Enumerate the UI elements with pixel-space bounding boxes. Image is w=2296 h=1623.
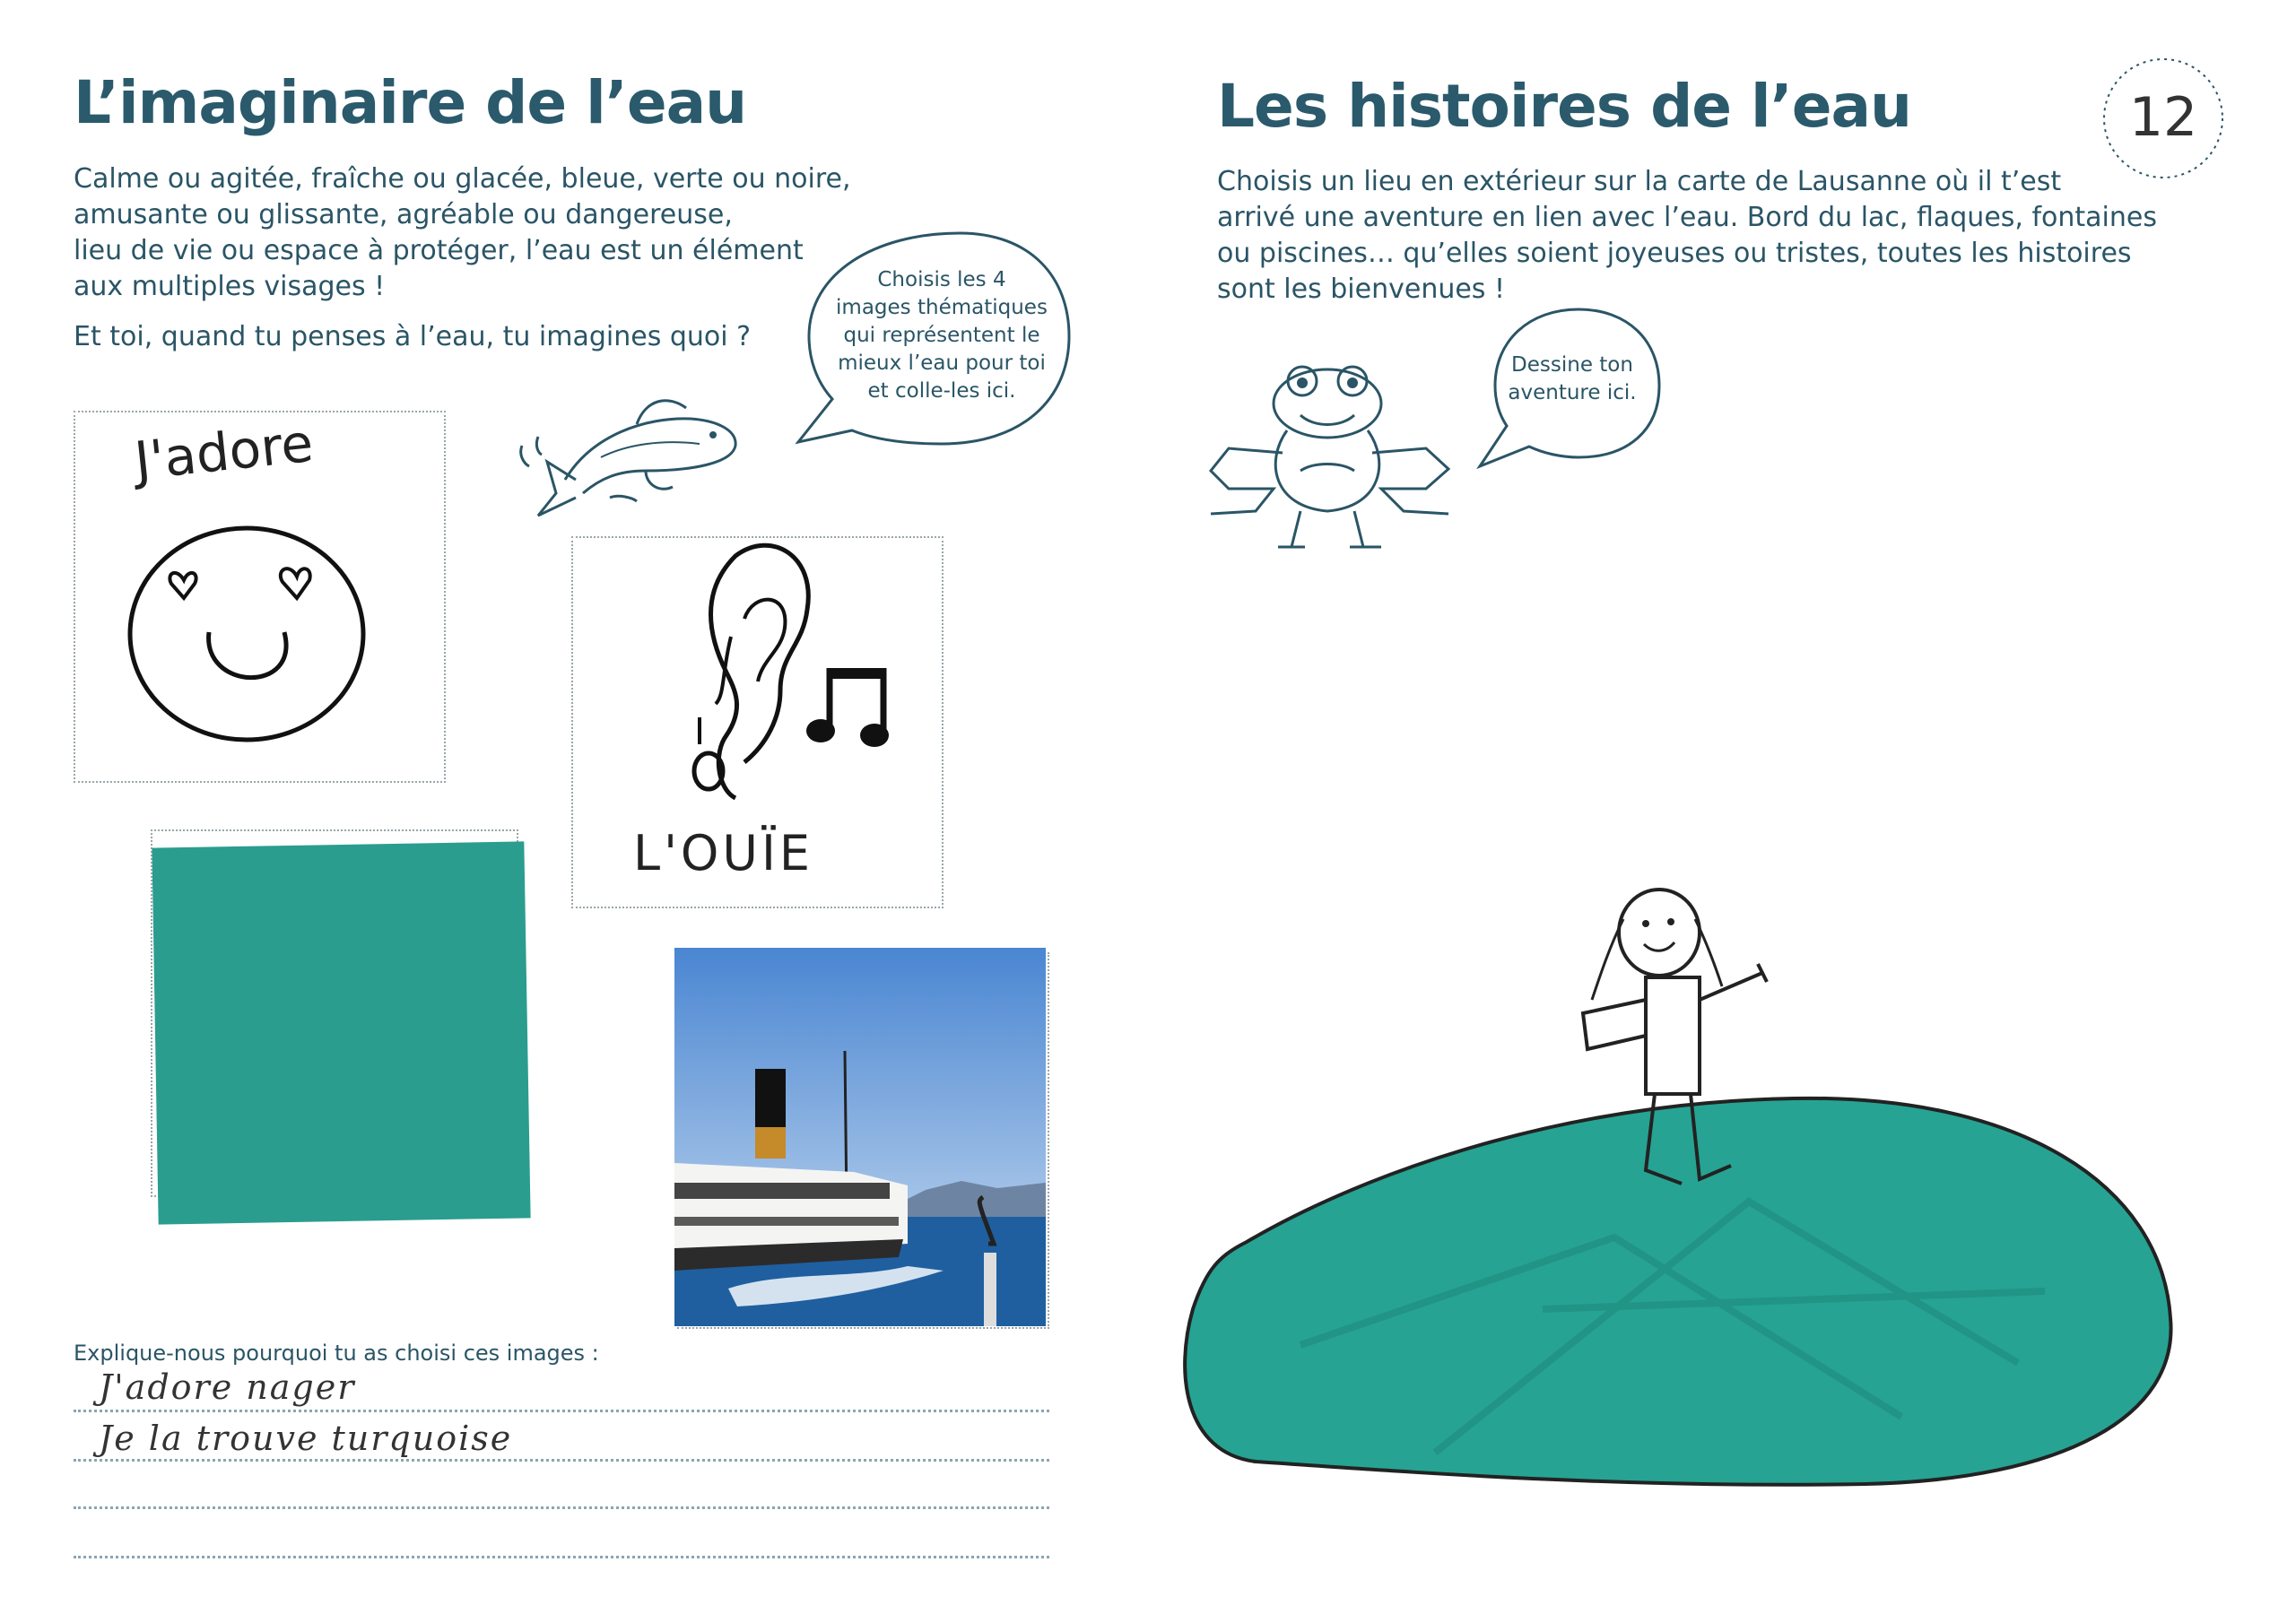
right-intro-line: sont les bienvenues !	[1217, 273, 1505, 305]
bubble-line: qui représentent le	[843, 324, 1040, 347]
bubble-text-left	[821, 266, 1063, 405]
turquoise-color-swatch	[152, 841, 530, 1224]
answer-text-2: Je la trouve turquoise	[99, 1419, 513, 1458]
left-intro-line: aux multiples visages !	[74, 271, 386, 302]
card-ear-caption: L'OUÏE	[633, 825, 814, 881]
left-page-title: L’imaginaire de l’eau	[74, 68, 747, 137]
left-question: Et toi, quand tu penses à l’eau, tu imagines quoi ?	[74, 321, 752, 352]
answer-text-1: J'adore nager	[99, 1367, 356, 1407]
bubble-text-right	[1496, 352, 1648, 407]
page-number: 12	[2128, 86, 2198, 149]
bubble-line: mieux l’eau pour toi	[838, 352, 1046, 375]
bubble-line: Choisis les 4	[877, 268, 1006, 291]
smiley-heart-eyes	[121, 516, 381, 758]
bubble-line: aventure ici.	[1508, 381, 1637, 404]
left-intro-line: Calme ou agitée, fraîche ou glacée, bleue, verte ou noire,	[74, 163, 851, 195]
right-intro-line: arrivé une aventure en lien avec l’eau. Bord du lac, flaques, fontaines	[1217, 202, 2157, 233]
explain-label: Explique-nous pourquoi tu as choisi ces images :	[74, 1341, 599, 1366]
left-intro	[74, 161, 881, 305]
card-smiley-caption: J'adore	[131, 412, 317, 492]
answer-line-1[interactable]	[74, 1410, 1049, 1412]
child-drawing	[1574, 883, 1807, 1224]
right-intro-line: Choisis un lieu en extérieur sur la carte de Lausanne où il t’est	[1217, 166, 2062, 197]
right-intro	[1217, 164, 2204, 308]
answer-line-3[interactable]	[74, 1506, 1049, 1509]
music-note-icon	[803, 659, 892, 758]
bubble-line: Dessine ton	[1511, 353, 1633, 377]
answer-line-2[interactable]	[74, 1459, 1049, 1462]
left-intro-line: amusante ou glissante, agréable ou dangereuse,	[74, 199, 733, 230]
frog-doodle	[1202, 354, 1489, 578]
steamboat-photo	[674, 948, 1046, 1326]
right-intro-line: ou piscines… qu’elles soient joyeuses ou tristes, toutes les histoires	[1217, 238, 2132, 269]
fish-doodle	[511, 381, 744, 516]
answer-line-4[interactable]	[74, 1556, 1049, 1558]
right-page-title: Les histoires de l’eau	[1217, 72, 1912, 141]
left-intro-line: lieu de vie ou espace à protéger, l’eau est un élément	[74, 235, 804, 266]
bubble-line: et colle-les ici.	[867, 379, 1016, 403]
bubble-line: images thématiques	[836, 296, 1048, 319]
